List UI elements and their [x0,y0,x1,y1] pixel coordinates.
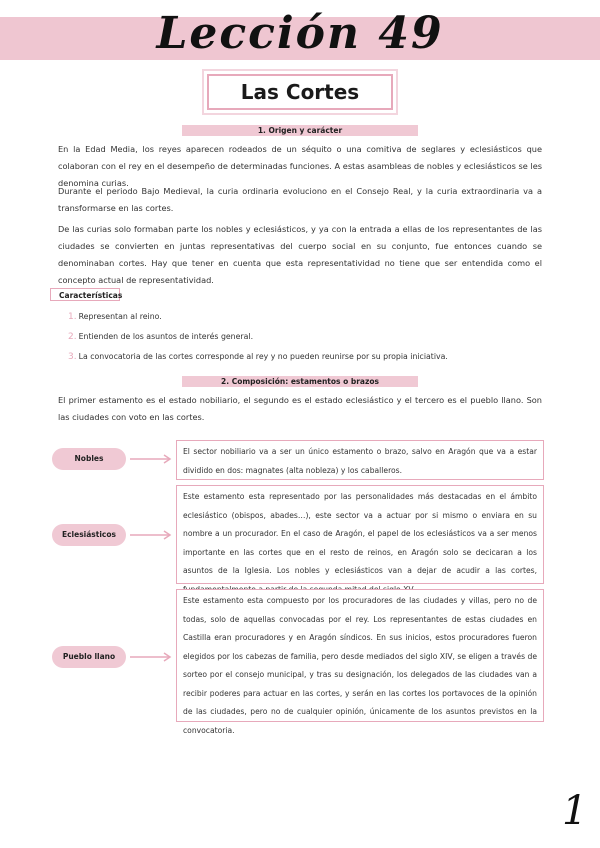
composition-intro: El primer estamento es el estado nobiliario, el segundo es el estado eclesiástico y el tercero es el pueblo llano. Son las ciudades con voto en las cortes. [58,395,542,422]
eclesiasticos-box: Este estamento esta representado por las personalidades más destacadas en el ámbito eclesiástico (obispos, abades…), este sector va a actuar por si mismo o enviara en su nombre a un procurador. En el caso de Aragón, el papel de los eclesiásticos va a ser menos importante en las cortes que en el resto de reinos, en Aragón solo se decicaran a los asuntos de la Iglesia. Los nobles y eclesiásticos van a dejar de acudir a las cortes, [176,485,544,584]
list-item [68,327,448,347]
topic-box [207,74,393,110]
characteristics-label: Características [50,288,120,301]
arrow-right-icon [128,453,174,465]
topic-title: Las Cortes [240,80,360,104]
characteristics-list [68,307,448,367]
list-number: 3. [68,352,77,362]
list-text: Entienden de los asuntos de interés general. [78,332,254,341]
section-2-heading: 2. Composición: estamentos o brazos [182,376,418,387]
paragraph-3: De las curias solo formaban parte los nobles y eclesiásticos, y ya con la entrada a ellas de los representantes de las ciudades se convierten en juntas representativas del cuerpo social en su conjunto, fue entonces cuando se denominaban cortes. Hay que tener en cuenta que esta representatividad no tiene que ser entendida como el concepto actual de representatividad. [58,224,542,285]
arrow-right-icon [128,529,174,541]
pueblo-llano-box: Este estamento esta compuesto por los procuradores de las ciudades y villas, pero no de todas, solo de aquellas convocadas por el rey. Los representantes de estas ciudades en Castilla eran procuradores y en Aragón síndicos. En sus inicios, estos procuradores fueron elegidos por los cabezas de familia, pero desde mediados del siglo XIV, se eligen a través de sorteo por el consejo municipal, y tras su designación, los delegados de las ciudades van a recibir poderes para actuar en las cortes, y serán en las cortes los portavoces de la opinión de las ciudades, pero no de cualquier opinión, únicamente de los asuntos previstos en la convocatoria. [176,589,544,722]
list-number: 1. [68,312,77,322]
lesson-title: Lección 49 [156,8,444,59]
list-text: Representan al reino. [78,312,162,321]
page-number: 1 [562,788,588,834]
list-item [68,347,448,367]
pueblo-llano-pill: Pueblo llano [52,646,126,668]
list-text: La convocatoria de las cortes corresponde al rey y no pueden reunirse por su propia iniciativa. [78,352,448,361]
arrow-right-icon [128,651,174,663]
nobles-pill: Nobles [52,448,126,470]
paragraph-1: En la Edad Media, los reyes aparecen rodeados de un séquito o una comitiva de seglares y eclesiásticos que colaboran con el rey en el desempeño de determinadas funciones. A estas asambleas de nobles y eclesiásticos se les denomina curias. [58,144,542,188]
list-number: 2. [68,332,77,342]
paragraph-2: Durante el periodo Bajo Medieval, la curia ordinaria evoluciono en el Consejo Real, y la curia extraordinaria va a transformarse en las cortes. [58,186,542,213]
eclesiasticos-pill: Eclesiásticos [52,524,126,546]
section-1-heading: 1. Origen y carácter [182,125,418,136]
nobles-box: El sector nobiliario va a ser un único estamento o brazo, salvo en Aragón que va a estar dividido en dos: magnates (alta nobleza) y los caballeros. [176,440,544,480]
list-item [68,307,448,327]
